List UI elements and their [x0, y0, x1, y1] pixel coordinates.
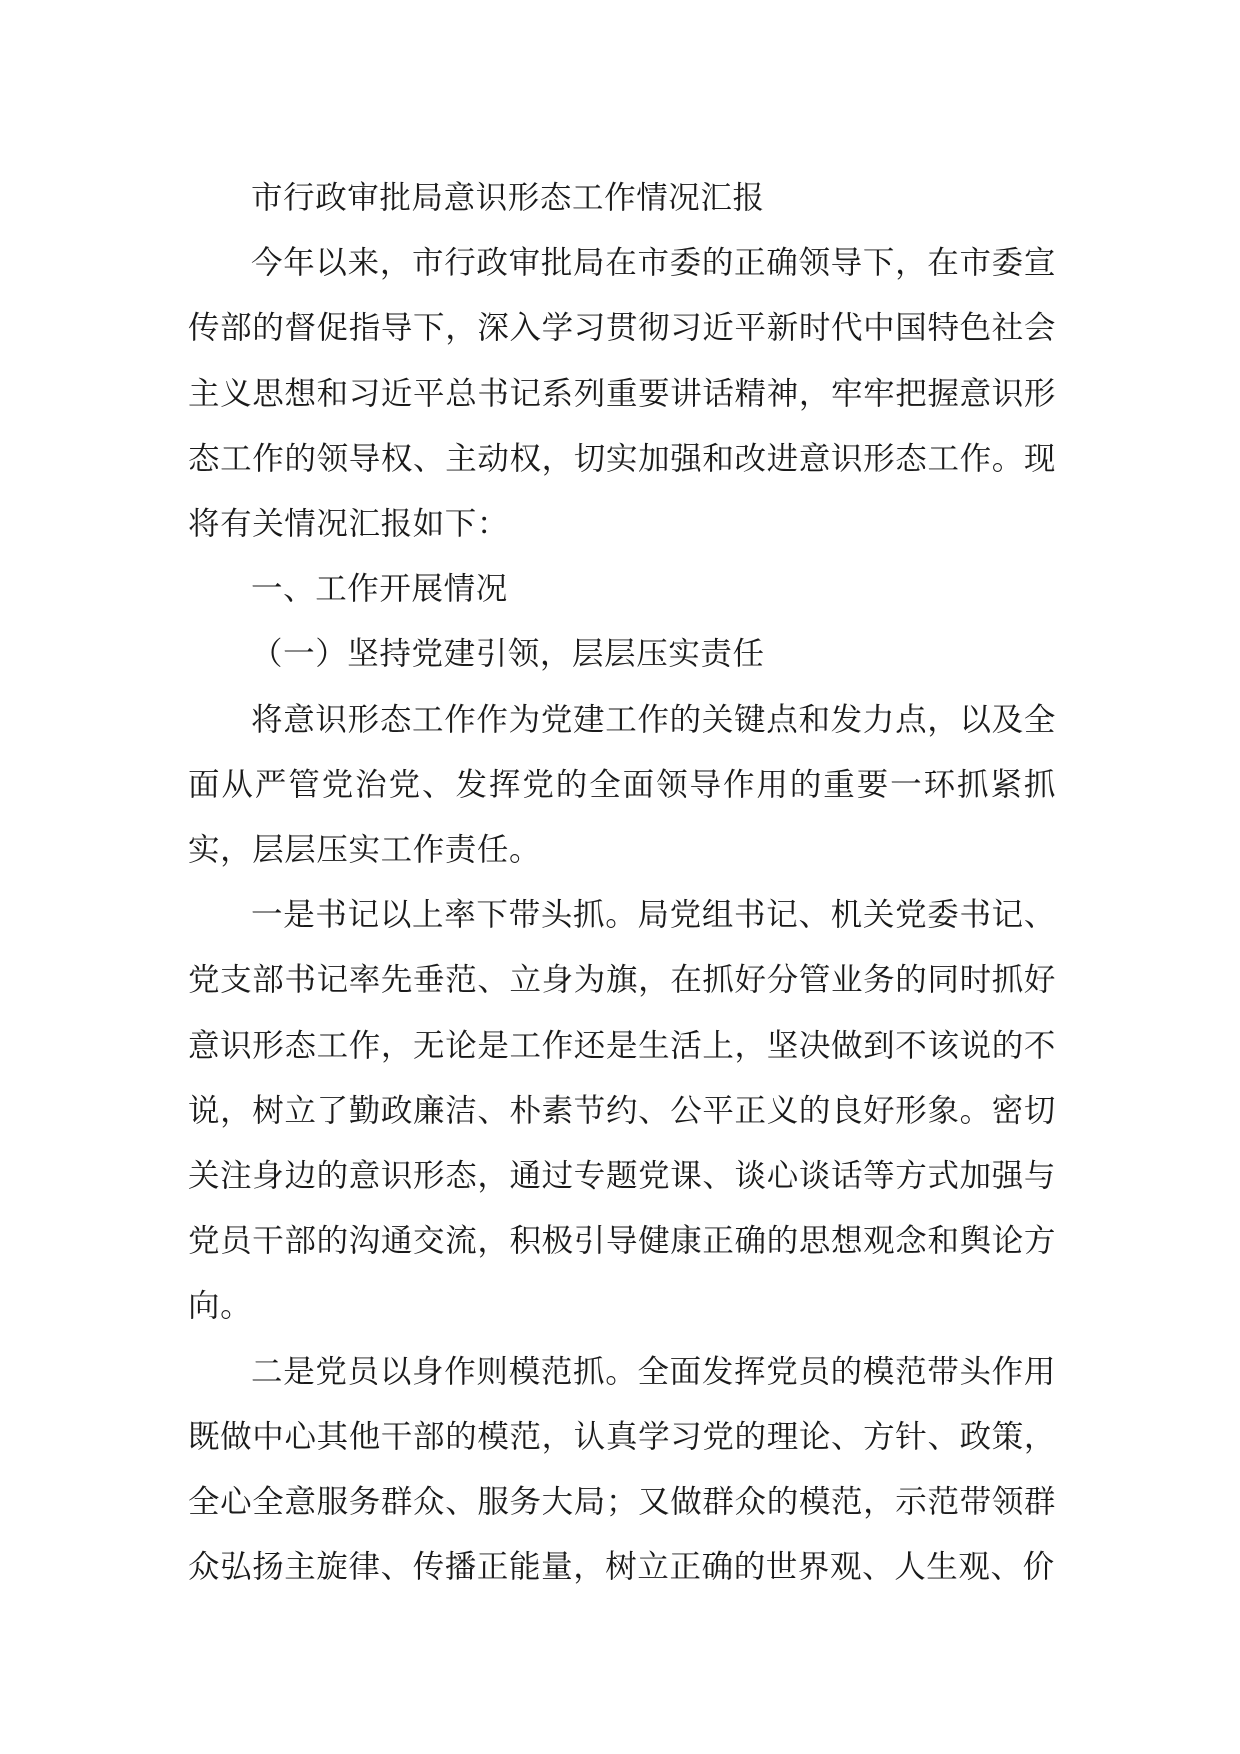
document-title: 市行政审批局意识形态工作情况汇报: [251, 180, 765, 216]
section-heading: 一、工作开展情况: [251, 571, 508, 608]
body-paragraph: 二是党员以身作则模范抓。全面发挥党员的模范带头作用既做中心其他干部的模范，认真学习党的理论、方针、政策，全心全意服务群众、服务大局；又做群众的模范，示范带领群众弘扬主旋律、传播正能量，树立正确的世界观、人生观、价: [188, 1353, 1056, 1586]
body-paragraph: 将意识形态工作作为党建工作的关键点和发力点，以及全面从严管党治党、发挥党的全面领导作用的重要一环抓紧抓实，层层压实工作责任。: [188, 701, 1056, 869]
intro-paragraph: 今年以来，市行政审批局在市委的正确领导下，在市委宣传部的督促指导下，深入学习贯彻习近平新时代中国特色社会主义思想和习近平总书记系列重要讲话精神，牢牢把握意识形态工作的领导权、主动权，切实加强和改进意识形态工作。现将有关情况汇报如下：: [188, 245, 1056, 543]
subsection-heading: （一）坚持党建引领，层层压实责任: [251, 636, 765, 673]
body-paragraph: 一是书记以上率下带头抓。局党组书记、机关党委书记、党支部书记率先垂范、立身为旗，在抓好分管业务的同时抓好意识形态工作，无论是工作还是生活上，坚决做到不该说的不说，树立了勤政廉洁、朴素节约、公平正义的良好形象。密切关注身边的意识形态，通过专题党课、谈心谈话等方式加强与党员干部的沟通交流，积极引导健康正确的思想观念和舆论方向。: [188, 897, 1056, 1325]
document-body: [188, 166, 1056, 1600]
